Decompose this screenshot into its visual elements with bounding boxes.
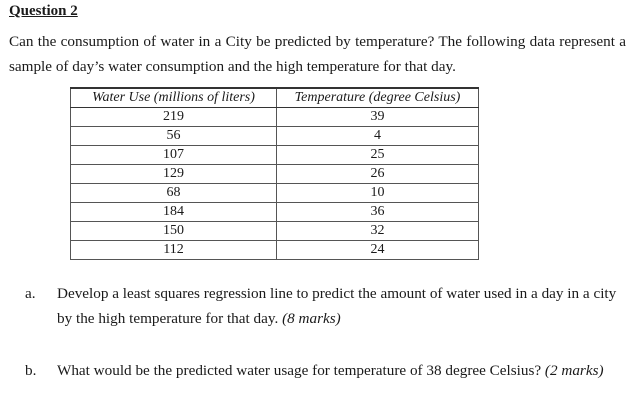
question-letter: a. <box>25 285 36 302</box>
data-table <box>70 87 479 260</box>
table-row <box>71 184 479 203</box>
water-use-cell: 68 <box>71 184 277 203</box>
table-row <box>71 127 479 146</box>
water-use-cell: 150 <box>71 222 277 241</box>
question-title: Question 2 <box>9 3 78 19</box>
header-water-use: Water Use (millions of liters) <box>71 88 277 108</box>
table-header-row <box>71 88 479 108</box>
table-row <box>71 203 479 222</box>
temperature-cell: 26 <box>277 165 479 184</box>
table-row <box>71 222 479 241</box>
question-body <box>57 281 625 331</box>
temperature-cell: 10 <box>277 184 479 203</box>
water-use-cell: 107 <box>71 146 277 165</box>
water-use-cell: 112 <box>71 241 277 260</box>
water-use-cell: 219 <box>71 108 277 127</box>
table-row <box>71 146 479 165</box>
temperature-cell: 32 <box>277 222 479 241</box>
temperature-cell: 4 <box>277 127 479 146</box>
table-row <box>71 108 479 127</box>
question-part-b <box>25 358 625 383</box>
question-part-a <box>25 281 625 331</box>
temperature-cell: 25 <box>277 146 479 165</box>
question-text: What would be the predicted water usage for temperature of 38 degree Celsius? <box>57 362 542 379</box>
water-use-cell: 184 <box>71 203 277 222</box>
question-marks: (8 marks) <box>282 310 341 327</box>
question-letter: b. <box>25 362 37 379</box>
data-table-container <box>70 87 479 260</box>
question-intro: Can the consumption of water in a City be predicted by temperature? The following data represent a sample of day’s water consumption and the high temperature for that day. <box>9 33 626 75</box>
temperature-cell: 39 <box>277 108 479 127</box>
temperature-cell: 24 <box>277 241 479 260</box>
question-marks: (2 marks) <box>544 362 604 379</box>
water-use-cell: 129 <box>71 165 277 184</box>
temperature-cell: 36 <box>277 203 479 222</box>
water-use-cell: 56 <box>71 127 277 146</box>
header-temperature: Temperature (degree Celsius) <box>277 88 479 108</box>
table-row <box>71 165 479 184</box>
question-body <box>57 358 625 383</box>
question-text: Develop a least squares regression line to predict the amount of water used in a day in a city by the high temperature for that day. <box>57 285 617 327</box>
table-row <box>71 241 479 260</box>
